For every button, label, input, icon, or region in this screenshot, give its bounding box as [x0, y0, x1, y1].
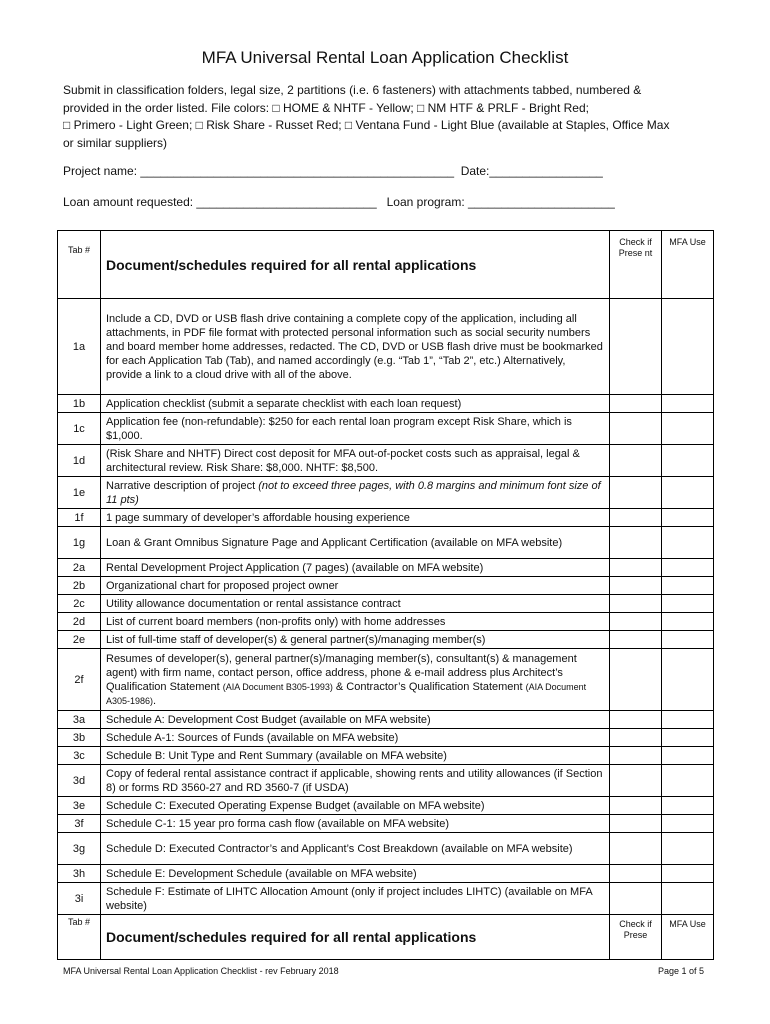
document-description [101, 865, 610, 883]
tab-number: 2a [58, 559, 101, 577]
document-description [101, 833, 610, 865]
check-if-present-cell[interactable] [610, 729, 662, 747]
tab-number: 3a [58, 711, 101, 729]
table-row [58, 747, 714, 765]
document-description [101, 883, 610, 915]
tab-number: 1g [58, 527, 101, 559]
tab-number: 3e [58, 797, 101, 815]
mfa-use-cell [662, 765, 714, 797]
desc-header: Document/schedules required for all rental applications [101, 231, 610, 299]
description-text: Copy of federal rental assistance contract if applicable, showing rents and utility allowances (if Section 8) or forms RD 3560-27 and RD 3560-7 (if USDA) [106, 767, 603, 794]
tab-number: 2d [58, 613, 101, 631]
document-description [101, 477, 610, 509]
description-text: Schedule D: Executed Contractor’s and Applicant’s Cost Breakdown (available on MFA website) [106, 842, 573, 855]
tab-number: 1b [58, 395, 101, 413]
loan-amount-line[interactable] [63, 195, 723, 209]
loan-amount-field[interactable]: Loan amount requested: ___________________________ Loan program: ______________________ [63, 195, 615, 209]
table-row [58, 299, 714, 395]
mfa-use-cell [662, 613, 714, 631]
description-text: Schedule C: Executed Operating Expense Budget (available on MFA website) [106, 799, 485, 812]
mfa-use-cell [662, 595, 714, 613]
check-if-present-cell[interactable] [610, 613, 662, 631]
intro-text [63, 82, 723, 152]
table-row [58, 527, 714, 559]
table-row [58, 509, 714, 527]
check-if-present-cell[interactable] [610, 509, 662, 527]
check-if-present-cell[interactable] [610, 527, 662, 559]
table-row [58, 613, 714, 631]
description-text: Schedule C-1: 15 year pro forma cash flow (available on MFA website) [106, 817, 449, 830]
description-text: Application fee (non-refundable): $250 for each rental loan program except Risk Share, which is $1,000. [106, 415, 572, 442]
description-text: Schedule A: Development Cost Budget (available on MFA website) [106, 713, 431, 726]
check-if-present-cell[interactable] [610, 883, 662, 915]
mfa-header: MFA Use [662, 231, 714, 299]
tab-number: 3i [58, 883, 101, 915]
description-text: Schedule A-1: Sources of Funds (available on MFA website) [106, 731, 399, 744]
tab-number: 3d [58, 765, 101, 797]
description-text: Application checklist (submit a separate checklist with each loan request) [106, 397, 462, 410]
mfa-use-cell [662, 833, 714, 865]
description-text: Schedule F: Estimate of LIHTC Allocation Amount (only if project includes LIHTC) (available on MFA website) [106, 885, 593, 912]
table-row [58, 833, 714, 865]
document-description [101, 729, 610, 747]
document-description [101, 413, 610, 445]
tab-number: 2c [58, 595, 101, 613]
tab-number: 3h [58, 865, 101, 883]
table-row [58, 815, 714, 833]
check-header: Check if Prese [610, 915, 662, 960]
document-description [101, 595, 610, 613]
check-if-present-cell[interactable] [610, 477, 662, 509]
description-text: Include a CD, DVD or USB flash drive containing a complete copy of the application, including all attachments, in PDF file format with protected personal information such as social security numbers and board member home addresses, redacted. The CD, DVD or USB flash drive must be bookmarked for each Application Tab (Tab), and named accordingly (e.g. “Tab 1”, “Tab 2”, etc.) Alternatively, provide a link to a cloud drive with all of the above. [106, 312, 603, 381]
document-description [101, 395, 610, 413]
mfa-use-cell [662, 559, 714, 577]
mfa-use-cell [662, 883, 714, 915]
mfa-use-cell [662, 649, 714, 711]
check-if-present-cell[interactable] [610, 577, 662, 595]
mfa-use-cell [662, 577, 714, 595]
document-description [101, 765, 610, 797]
intro-line: □ Primero - Light Green; □ Risk Share - Russet Red; □ Ventana Fund - Light Blue (available at Staples, Office Max [63, 118, 670, 132]
document-description [101, 509, 610, 527]
description-text: Organizational chart for proposed project owner [106, 579, 339, 592]
description-text: Schedule B: Unit Type and Rent Summary (available on MFA website) [106, 749, 447, 762]
intro-line: or similar suppliers) [63, 135, 168, 150]
check-if-present-cell[interactable] [610, 815, 662, 833]
check-if-present-cell[interactable] [610, 395, 662, 413]
document-description [101, 815, 610, 833]
tab-number: 1d [58, 445, 101, 477]
check-if-present-cell[interactable] [610, 595, 662, 613]
document-description [101, 445, 610, 477]
tab-number: 3g [58, 833, 101, 865]
footer-doc-title: MFA Universal Rental Loan Application Checklist - rev February 2018 [63, 966, 339, 976]
mfa-use-cell [662, 729, 714, 747]
mfa-use-cell [662, 413, 714, 445]
mfa-use-cell [662, 509, 714, 527]
mfa-use-cell [662, 631, 714, 649]
page-title: MFA Universal Rental Loan Application Checklist [201, 48, 569, 67]
table-row [58, 631, 714, 649]
check-if-present-cell[interactable] [610, 797, 662, 815]
check-if-present-cell[interactable] [610, 711, 662, 729]
check-if-present-cell[interactable] [610, 765, 662, 797]
mfa-header: MFA Use [662, 915, 714, 960]
tab-number: 2f [58, 649, 101, 711]
tab-number: 1a [58, 299, 101, 395]
document-description [101, 527, 610, 559]
description-text: Loan & Grant Omnibus Signature Page and Applicant Certification (available on MFA website) [106, 536, 563, 549]
tab-header: Tab # [58, 915, 101, 960]
table-row [58, 649, 714, 711]
document-description [101, 797, 610, 815]
description-text: Utility allowance documentation or rental assistance contract [106, 597, 401, 610]
tab-number: 1f [58, 509, 101, 527]
tab-number: 3c [58, 747, 101, 765]
table-row [58, 865, 714, 883]
checklist-table [57, 230, 714, 960]
table-row [58, 559, 714, 577]
description-text: (Risk Share and NHTF) Direct cost deposit for MFA out-of-pocket costs such as appraisal, legal & architectural review. Risk Share: $8,000. NHTF: $8,500. [106, 447, 580, 474]
footer-page-number: Page 1 of 5 [657, 966, 704, 976]
table-row [58, 883, 714, 915]
mfa-use-cell [662, 299, 714, 395]
description-part: (AIA Document B305-1993) [222, 681, 333, 692]
check-header: Check if Prese nt [610, 231, 662, 299]
table-row [58, 797, 714, 815]
table-row [58, 729, 714, 747]
tab-number: 1e [58, 477, 101, 509]
description-text: List of current board members (non-profits only) with home addresses [106, 615, 446, 628]
document-description [101, 613, 610, 631]
table-row [58, 577, 714, 595]
mfa-use-cell [662, 395, 714, 413]
mfa-use-cell [662, 711, 714, 729]
description-text: Rental Development Project Application (7 pages) (available on MFA website) [106, 561, 484, 574]
description-part: . [153, 694, 157, 707]
table-row [58, 711, 714, 729]
document-description [101, 747, 610, 765]
tab-number: 2e [58, 631, 101, 649]
check-if-present-cell[interactable] [610, 631, 662, 649]
document-description [101, 711, 610, 729]
mfa-use-cell [662, 797, 714, 815]
description-text: List of full-time staff of developer(s) & general partner(s)/managing member(s) [106, 633, 486, 646]
tab-number: 3f [58, 815, 101, 833]
repeated-header-row [58, 915, 714, 960]
table-row [58, 413, 714, 445]
table-row [58, 595, 714, 613]
tab-number: 1c [58, 413, 101, 445]
description-text: 1 page summary of developer’s affordable housing experience [106, 511, 410, 524]
tab-number: 3b [58, 729, 101, 747]
document-description [101, 631, 610, 649]
check-if-present-cell[interactable] [610, 559, 662, 577]
table-header-row [58, 231, 714, 299]
description-part: & Contractor’s Qualification Statement [332, 680, 526, 693]
table-row [58, 445, 714, 477]
check-if-present-cell[interactable] [610, 445, 662, 477]
project-name-field[interactable]: Project name: _______________________________________________ Date:_________________ [63, 164, 603, 178]
description-part: (AIA Document A305-1986) [106, 681, 587, 706]
mfa-use-cell [662, 747, 714, 765]
tab-header: Tab # [58, 231, 101, 299]
mfa-use-cell [662, 527, 714, 559]
document-description [101, 577, 610, 595]
table-row [58, 395, 714, 413]
check-if-present-cell[interactable] [610, 299, 662, 395]
check-if-present-cell[interactable] [610, 413, 662, 445]
description-text: Resumes of developer(s), general partner(s)/managing member(s), consultant(s) & management agent) with firm name, contact person, office address, phone & e-mail address plus Architect’s Qualification Statement [106, 652, 577, 693]
intro-line: Submit in classification folders, legal size, 2 partitions (i.e. 6 fasteners) with attachments tabbed, numbered & [63, 83, 642, 97]
table-row [58, 477, 714, 509]
mfa-use-cell [662, 865, 714, 883]
mfa-use-cell [662, 445, 714, 477]
document-description [101, 649, 610, 711]
project-name-line[interactable] [63, 164, 723, 178]
check-if-present-cell[interactable] [610, 747, 662, 765]
desc-header: Document/schedules required for all rental applications [101, 915, 610, 960]
description-text: Schedule E: Development Schedule (available on MFA website) [106, 867, 417, 880]
description-note: (not to exceed three pages, with 0.8 margins and minimum font size of 11 pts) [106, 479, 601, 506]
mfa-use-cell [662, 477, 714, 509]
check-if-present-cell[interactable] [610, 865, 662, 883]
mfa-use-cell [662, 815, 714, 833]
description-text: Narrative description of project [106, 479, 259, 492]
document-description [101, 559, 610, 577]
table-row [58, 765, 714, 797]
check-if-present-cell[interactable] [610, 833, 662, 865]
intro-line: provided in the order listed. File colors: □ HOME & NHTF - Yellow; □ NM HTF & PRLF - Bright Red; [63, 100, 589, 115]
document-description [101, 299, 610, 395]
check-if-present-cell[interactable] [610, 649, 662, 711]
tab-number: 2b [58, 577, 101, 595]
